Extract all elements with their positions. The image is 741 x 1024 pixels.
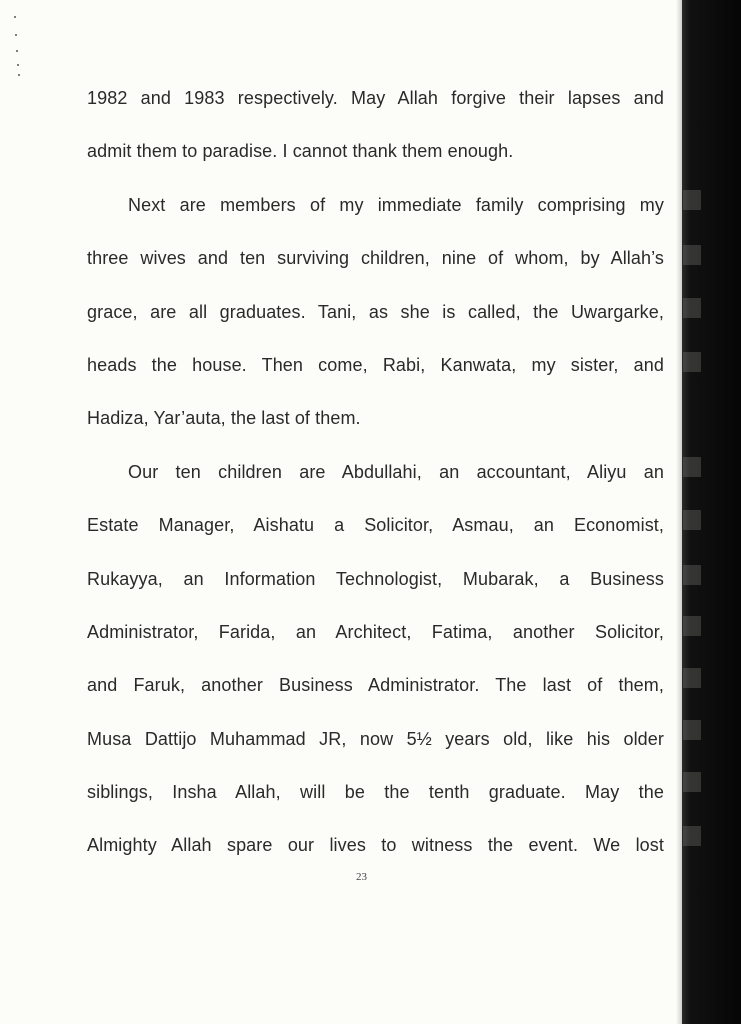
text-line: siblings, Insha Allah, will be the tenth graduate. May the [87, 782, 664, 803]
paragraph [87, 446, 664, 873]
text-line: 1982 and 1983 respectively. May Allah forgive their lapses and [87, 88, 664, 108]
text-line: Musa Dattijo Muhammad JR, now 5½ years old, like his older [87, 728, 664, 749]
body-text [87, 72, 664, 873]
text-line: three wives and ten surviving children, nine of whom, by Allah’s [87, 248, 664, 269]
bleed-through-mark [683, 457, 701, 477]
text-line: grace, are all graduates. Tani, as she is called, the Uwargarke, [87, 301, 664, 322]
bleed-through-mark [683, 510, 701, 530]
text-line: and Faruk, another Business Administrator. The last of them, [87, 675, 664, 696]
bleed-through-mark [683, 190, 701, 210]
text-line: Next are members of my immediate family comprising my [128, 194, 664, 215]
text-line: Rukayya, an Information Technologist, Mubarak, a Business [87, 568, 664, 589]
bleed-through-mark [683, 720, 701, 740]
text-line: heads the house. Then come, Rabi, Kanwata, my sister, and [87, 354, 664, 375]
text-line: Estate Manager, Aishatu a Solicitor, Asmau, an Economist, [87, 515, 664, 536]
bleed-through-mark [683, 565, 701, 585]
bleed-through-mark [683, 352, 701, 372]
text-line: Almighty Allah spare our lives to witness the event. We lost [87, 835, 664, 856]
scan-specks [14, 16, 26, 86]
bleed-through-mark [683, 668, 701, 688]
bleed-through-mark [683, 826, 701, 846]
paragraph [87, 179, 664, 446]
bleed-through-mark [683, 616, 701, 636]
paragraph [87, 72, 664, 179]
text-line: Hadiza, Yar’auta, the last of them. [87, 408, 361, 429]
page-number: 23 [356, 871, 367, 883]
text-line: admit them to paradise. I cannot thank them enough. [87, 141, 514, 162]
bleed-through-mark [683, 245, 701, 265]
bleed-through-mark [683, 298, 701, 318]
text-line: Our ten children are Abdullahi, an accountant, Aliyu an [128, 461, 664, 482]
text-line: Administrator, Farida, an Architect, Fatima, another Solicitor, [87, 621, 664, 642]
bleed-through-mark [683, 772, 701, 792]
